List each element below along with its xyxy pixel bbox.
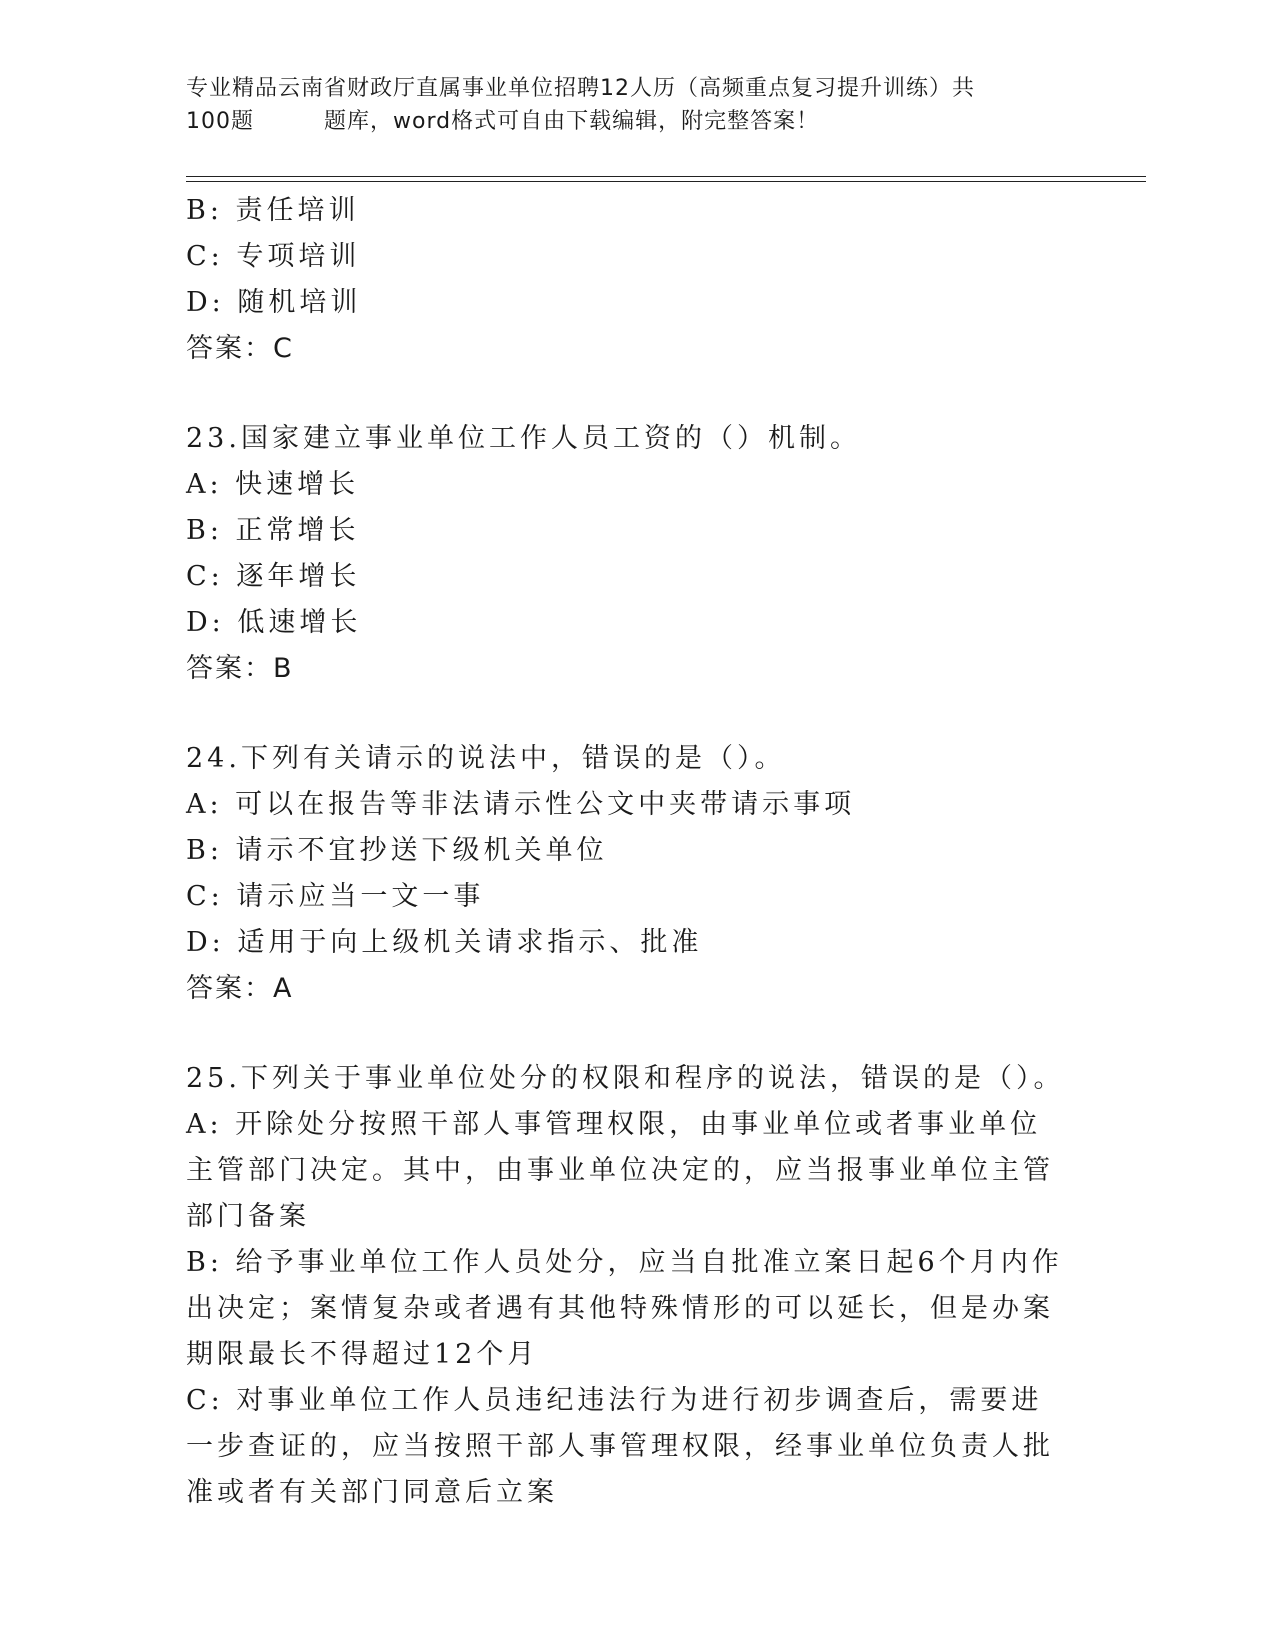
question-24 (186, 736, 1066, 1012)
option-d: D: 随机培训 (186, 287, 362, 318)
answer: 答案：B (186, 653, 294, 684)
header-question-count: 100题 (186, 109, 254, 134)
option-b: B: 正常增长 (186, 515, 360, 546)
answer: 答案：C (186, 333, 294, 364)
question-stem: 25.下列关于事业单位处分的权限和程序的说法，错误的是（）。 (186, 1063, 1065, 1094)
answer: 答案：A (186, 973, 294, 1004)
header-title-line-2 (186, 105, 1066, 138)
document-header (186, 72, 1066, 138)
question-stem: 24.下列有关请示的说法中，错误的是（）。 (186, 743, 786, 774)
partial-question (186, 188, 1066, 372)
option-a: A: 可以在报告等非法请示性公文中夹带请示事项 (186, 789, 856, 820)
option-a: A: 开除处分按照干部人事管理权限，由事业单位或者事业单位主管部门决定。其中，由事业单位决定的，应当报事业单位主管部门备案 (186, 1109, 1054, 1232)
option-c: C: 逐年增长 (186, 561, 361, 592)
option-d: D: 适用于向上级机关请求指示、批准 (186, 927, 703, 958)
document-body (186, 188, 1066, 1516)
option-c: C: 请示应当一文一事 (186, 881, 485, 912)
header-rule-top (186, 176, 1146, 177)
header-rule-bottom (186, 181, 1146, 182)
option-b: B: 给予事业单位工作人员处分，应当自批准立案日起6个月内作出决定；案情复杂或者遇有其他特殊情形的可以延长，但是办案期限最长不得超过12个月 (186, 1247, 1063, 1370)
question-23 (186, 416, 1066, 692)
option-b: B: 责任培训 (186, 195, 360, 226)
option-a: A: 快速增长 (186, 469, 360, 500)
option-b: B: 请示不宜抄送下级机关单位 (186, 835, 608, 866)
option-c: C: 专项培训 (186, 241, 361, 272)
header-title-line-1: 专业精品云南省财政厅直属事业单位招聘12人历（高频重点复习提升训练）共 (186, 76, 975, 101)
option-c: C: 对事业单位工作人员违纪违法行为进行初步调查后，需要进一步查证的，应当按照干部人事管理权限，经事业单位负责人批准或者有关部门同意后立案 (186, 1385, 1054, 1508)
header-description: 题库，word格式可自由下载编辑，附完整答案！ (324, 109, 820, 134)
question-25 (186, 1056, 1066, 1516)
option-d: D: 低速增长 (186, 607, 362, 638)
question-stem: 23.国家建立事业单位工作人员工资的（）机制。 (186, 423, 861, 454)
